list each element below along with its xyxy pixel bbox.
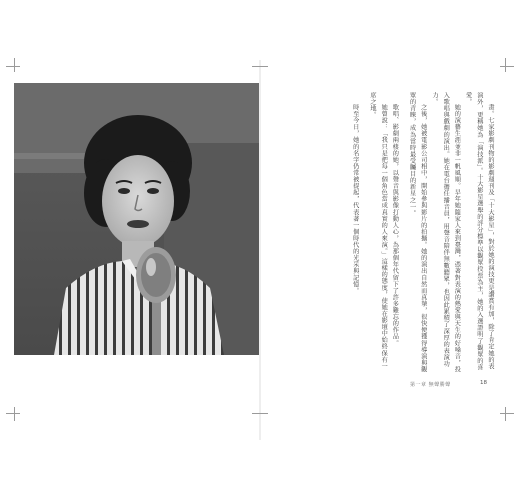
page-gutter [259, 60, 261, 440]
body-text [296, 92, 496, 374]
running-head: 第一章 無聲勝聲 [410, 382, 451, 388]
crop-mark [505, 58, 506, 72]
crop-mark [6, 413, 20, 414]
crop-mark [252, 413, 268, 414]
crop-mark [252, 66, 268, 67]
crop-mark [6, 66, 20, 67]
paragraph: 她曾說：「我只是把每一個角色當成真實的人來演。」這樣的態度，使她在影壇中始終保有一席之地。 [368, 92, 388, 370]
page-number: 18 [480, 380, 487, 386]
crop-mark [14, 407, 15, 421]
crop-mark [14, 58, 15, 72]
paragraph: 之後，她被電影公司相中，開始參與影片的拍攝。她的演出自然而真摯，很快便獲得導演與觀眾的青睞，成為當時最受矚目的新星之一。 [408, 92, 427, 373]
paragraph: 她的演藝生涯並非一帆風順。早年她隨家人來到臺灣，憑著對表演的熱愛與天生的好嗓音，投入歌唱與戲劇的演出。她在電台擔任播音員，用聲音陪伴無數聽眾，也因此累積了深厚的表演功力。 [430, 92, 461, 373]
portrait-photo [14, 83, 259, 355]
crop-mark [500, 66, 514, 67]
crop-mark [505, 407, 506, 421]
paragraph: 歌唱、影劇兩棲的她，以聲音與影像打動人心，為那個年代留下了許多難忘的作品。 [391, 104, 399, 347]
paragraph: 時至今日，她的名字仍常被提起，代表著一個時代的光采與記憶。 [351, 104, 359, 295]
crop-mark [500, 413, 514, 414]
paragraph: 畫。七家影劇刊物的影劇週刊及「十大影星」，對於她的演技更是讚賞有加，除了肯定她的表演外，更稱她為「演技派」。十大影星選舉的評分標準以觀眾投票為主，她的入選證明了觀眾的喜愛。 [464, 92, 494, 371]
portrait-photo-icon [14, 83, 259, 355]
